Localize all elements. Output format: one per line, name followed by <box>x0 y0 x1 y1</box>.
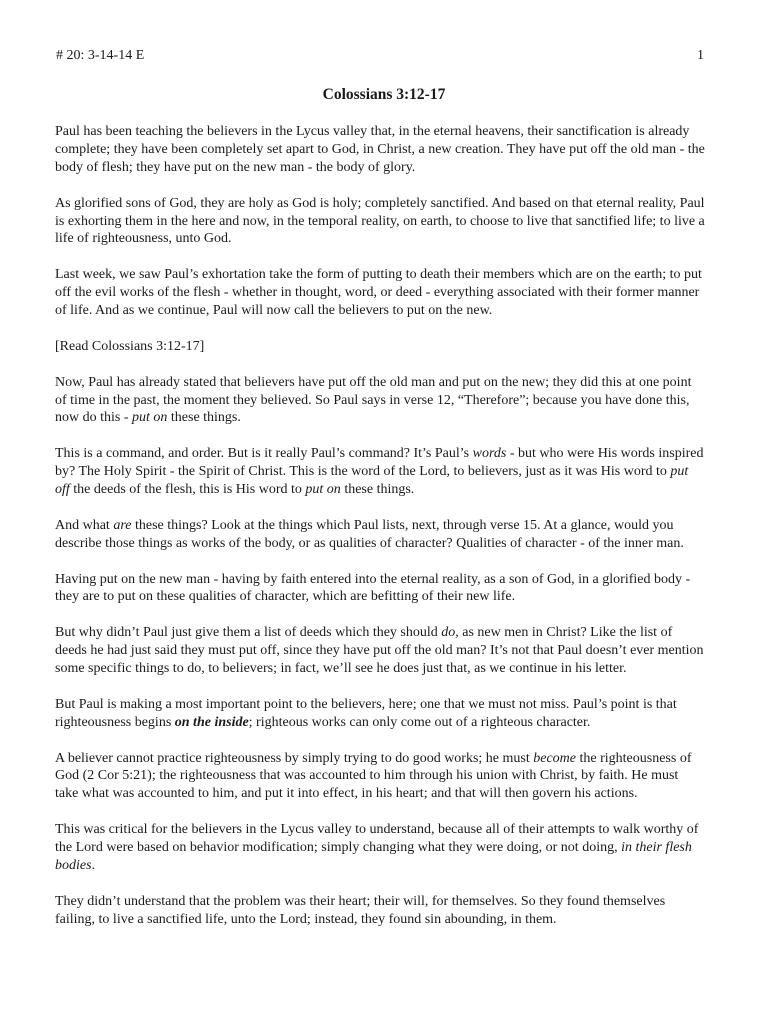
document-id: # 20: 3-14-14 E <box>56 48 145 63</box>
paragraph-text: And what <box>55 517 114 533</box>
paragraph <box>55 517 705 553</box>
paragraph <box>55 195 705 249</box>
emphasis-text: put off <box>55 464 689 498</box>
page-title: Colossians 3:12-17 <box>322 86 446 103</box>
paragraph-text: As glorified sons of God, they are holy as God is holy; completely sanctified. And based on that eternal reality, Paul is exhorting them in the here and now, in the temporal reality, on earth, to choose to live that sanctified life; to live a life of righteousness, unto God. <box>55 195 705 247</box>
paragraph-text: Now, Paul has already stated that believers have put off the old man and put on the new; they did this at one point of time in the past, the moment they believed. So Paul says in verse 12, “Therefore”; because you have done this, now do this - <box>55 374 692 426</box>
paragraph-text: these things. <box>340 482 415 498</box>
paragraph <box>55 374 705 428</box>
paragraph <box>55 338 705 356</box>
emphasis-text: become <box>533 750 577 766</box>
paragraph-text: A believer cannot practice righteousness by simply trying to do good works; he must <box>55 750 534 766</box>
paragraph-text: But why didn’t Paul just give them a list of deeds which they should <box>55 625 442 641</box>
paragraph <box>55 696 705 732</box>
bold-emphasis-text: on the inside <box>174 714 249 730</box>
paragraph-text: - but who were His words inspired by? The Holy Spirit - the Spirit of Christ. This is the word of the Lord, to believers, just as it was His word to <box>55 446 704 480</box>
paragraph-text: [Read Colossians 3:12-17] <box>55 338 205 354</box>
paragraph-text: But Paul is making a most important point to the believers, here; one that we must not miss. Paul’s point is that righteousness begins <box>55 696 677 730</box>
paragraph-text: They didn’t understand that the problem was their heart; their will, for themselves. So they found themselves failing, to live a sanctified life, unto the Lord; instead, they found sin abounding, in them. <box>55 893 666 927</box>
paragraph-text: Having put on the new man - having by faith entered into the eternal reality, as a son of God, in a glorified body - they are to put on these qualities of character, which are befitting of their new life. <box>55 571 691 605</box>
emphasis-text: do <box>441 625 456 641</box>
paragraph <box>55 445 705 499</box>
paragraph <box>55 266 705 320</box>
paragraph <box>55 571 705 607</box>
paragraph <box>55 893 705 929</box>
paragraph <box>55 821 705 875</box>
paragraph-text: Last week, we saw Paul’s exhortation take the form of putting to death their members which are on the earth; to put off the evil works of the flesh - whether in thought, word, or deed - everything associated with their former manner of life. And as we continue, Paul will now call the believers to put on the new. <box>55 267 702 319</box>
document-body <box>55 123 705 946</box>
page-number: 1 <box>697 48 704 63</box>
paragraph-text: Paul has been teaching the believers in the Lycus valley that, in the eternal heavens, their sanctification is already complete; they have been completely set apart to God, in Christ, a new creation. They have put off the old man - the body of flesh; they have put on the new man - the body of glory. <box>55 124 705 175</box>
paragraph-text: these things. <box>167 410 241 426</box>
paragraph-text: the deeds of the flesh, this is His word to <box>69 482 306 498</box>
paragraph <box>55 624 705 678</box>
paragraph-text: the righteousness of God (2 Cor 5:21); the righteousness that was accounted to him through his union with Christ, by faith. He must take what was accounted to him, and put it into effect, in his heart; and that will then govern his actions. <box>55 750 692 802</box>
paragraph-text: ; righteous works can only come out of a righteous character. <box>248 714 591 730</box>
emphasis-text: are <box>113 517 132 533</box>
emphasis-text: put on <box>132 410 168 426</box>
emphasis-text: words <box>472 446 507 462</box>
paragraph <box>55 750 705 804</box>
paragraph-text: these things? Look at the things which Paul lists, next, through verse 15. At a glance, would you describe those things as works of the body, or as qualities of character? Qualities of character - of the inner man. <box>55 517 684 551</box>
paragraph-text: This was critical for the believers in the Lycus valley to understand, because all of their attempts to walk worthy of the Lord were based on behavior modification; simply changing what they were doing, or not doing, <box>55 822 699 856</box>
paragraph <box>55 123 705 177</box>
emphasis-text: put on <box>305 482 341 498</box>
paragraph-text: This is a command, and order. But is it really Paul’s command? It’s Paul’s <box>55 446 473 462</box>
paragraph-text: , as new men in Christ? Like the list of deeds he had just said they must put off, since they have put off the old man? It’s not that Paul doesn’t ever mention some specific things to do, to believers; in fact, we’ll see he does just that, as we continue in his letter. <box>55 625 704 677</box>
paragraph-text: . <box>91 857 96 873</box>
emphasis-text: in their flesh bodies <box>55 840 692 873</box>
